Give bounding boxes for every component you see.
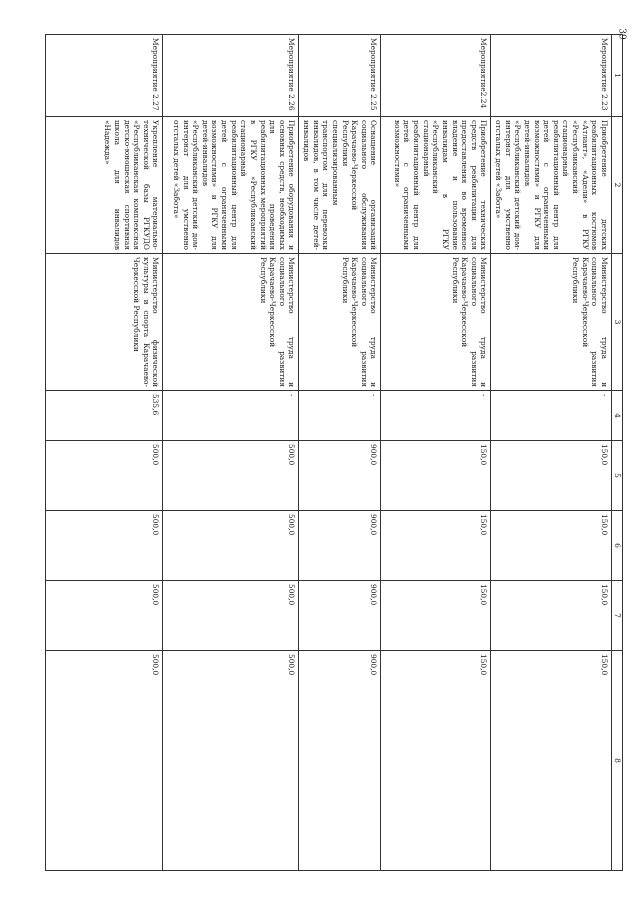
column-header: 4 xyxy=(612,391,623,441)
value-col4: - xyxy=(381,391,491,441)
value-col7: 150,0 xyxy=(381,581,491,651)
column-header: 7 xyxy=(612,581,623,651)
value-col4: - xyxy=(299,391,381,441)
program-measures-table xyxy=(45,34,623,871)
value-col6: 900,0 xyxy=(299,511,381,581)
program-table-container xyxy=(45,34,623,870)
table-row xyxy=(491,35,612,871)
measure-executor: Министерство труда и социального развития Карачаево-Черкесской Республики xyxy=(299,254,381,391)
value-col8: 150,0 xyxy=(491,651,612,871)
measure-executor: Министерство труда и социального развития Карачаево-Черкесской Республики xyxy=(381,254,491,391)
measure-code: Мероприятие 2.23 xyxy=(491,35,612,117)
measure-description: Приобретение оборудования и основных средств, необходимых для проведения реабилитационных мероприятий в РГКУ «Республиканский стационарный реабилитационный центр для детей с ограниченными возможностями» и РГКУ для детей-инвалидов «Республиканский детский дом-интернат для умственно отсталых детей «Забота» xyxy=(163,117,299,254)
value-col5: 900,0 xyxy=(299,441,381,511)
value-col6: 150,0 xyxy=(491,511,612,581)
column-header: 1 xyxy=(612,35,623,117)
measure-code: Мероприятие 2.27 xyxy=(46,35,164,117)
value-col7: 150,0 xyxy=(491,581,612,651)
value-col7: 500,0 xyxy=(46,581,164,651)
measure-code: Мероприятие2.24 xyxy=(381,35,491,117)
page-number: 39 xyxy=(616,28,627,40)
column-header: 5 xyxy=(612,441,623,511)
measure-description: Приобретение детских реабилитационных костюмов «Атлант», «Адели» в РГКУ «Республиканский стационарный реабилитационный центр для детей с ограниченными возможностями» и РГКУ для детей-инвалидов «Республиканский детский дом-интернат для умственно отсталых детей «Забота» xyxy=(491,117,612,254)
measure-code: Мероприятие 2.25 xyxy=(299,35,381,117)
value-col6: 150,0 xyxy=(381,511,491,581)
value-col6: 500,0 xyxy=(46,511,164,581)
value-col7: 500,0 xyxy=(163,581,299,651)
value-col8: 500,0 xyxy=(46,651,164,871)
value-col8: 900,0 xyxy=(299,651,381,871)
column-header: 3 xyxy=(612,254,623,391)
value-col5: 150,0 xyxy=(491,441,612,511)
column-header: 6 xyxy=(612,511,623,581)
measure-description: Оснащение организаций социального обслуживания Карачаево-Черкесской Республики специализированным транспортом для перевозки инвалидов, в том числе детей-инвалидов xyxy=(299,117,381,254)
value-col5: 150,0 xyxy=(381,441,491,511)
column-header: 8 xyxy=(612,651,623,871)
measure-executor: Министерство труда и социального развития Карачаево-Черкесской Республики xyxy=(491,254,612,391)
value-col8: 150,0 xyxy=(381,651,491,871)
value-col4: - xyxy=(163,391,299,441)
value-col6: 500,0 xyxy=(163,511,299,581)
measure-executor: Министерство труда и социального развития Карачаево-Черкесской Республики xyxy=(163,254,299,391)
table-row xyxy=(46,35,164,871)
table-row xyxy=(381,35,491,871)
table-row xyxy=(163,35,299,871)
header-row xyxy=(612,35,623,871)
value-col7: 900,0 xyxy=(299,581,381,651)
table-row xyxy=(299,35,381,871)
value-col5: 500,0 xyxy=(163,441,299,511)
measure-description: Укрепление материально-технической базы РГКУДО «Республиканская комплексная детско-юношеская спортивная школа для инвалидов «Надежда» xyxy=(46,117,164,254)
measure-executor: Министерство физической культуры и спорта Карачаево-Черкесской Республики xyxy=(46,254,164,391)
value-col8: 500,0 xyxy=(163,651,299,871)
measure-description: Приобретение технических средств реабилитации для предоставления во временное владение и пользование инвалидам в РГКУ «Республиканский стационарный реабилитационный центр для детей с ограниченными возможностями» xyxy=(381,117,491,254)
value-col5: 500,0 xyxy=(46,441,164,511)
value-col4: 535,6 xyxy=(46,391,164,441)
value-col4: - xyxy=(491,391,612,441)
measure-code: Мероприятие 2.26 xyxy=(163,35,299,117)
column-header: 2 xyxy=(612,117,623,254)
